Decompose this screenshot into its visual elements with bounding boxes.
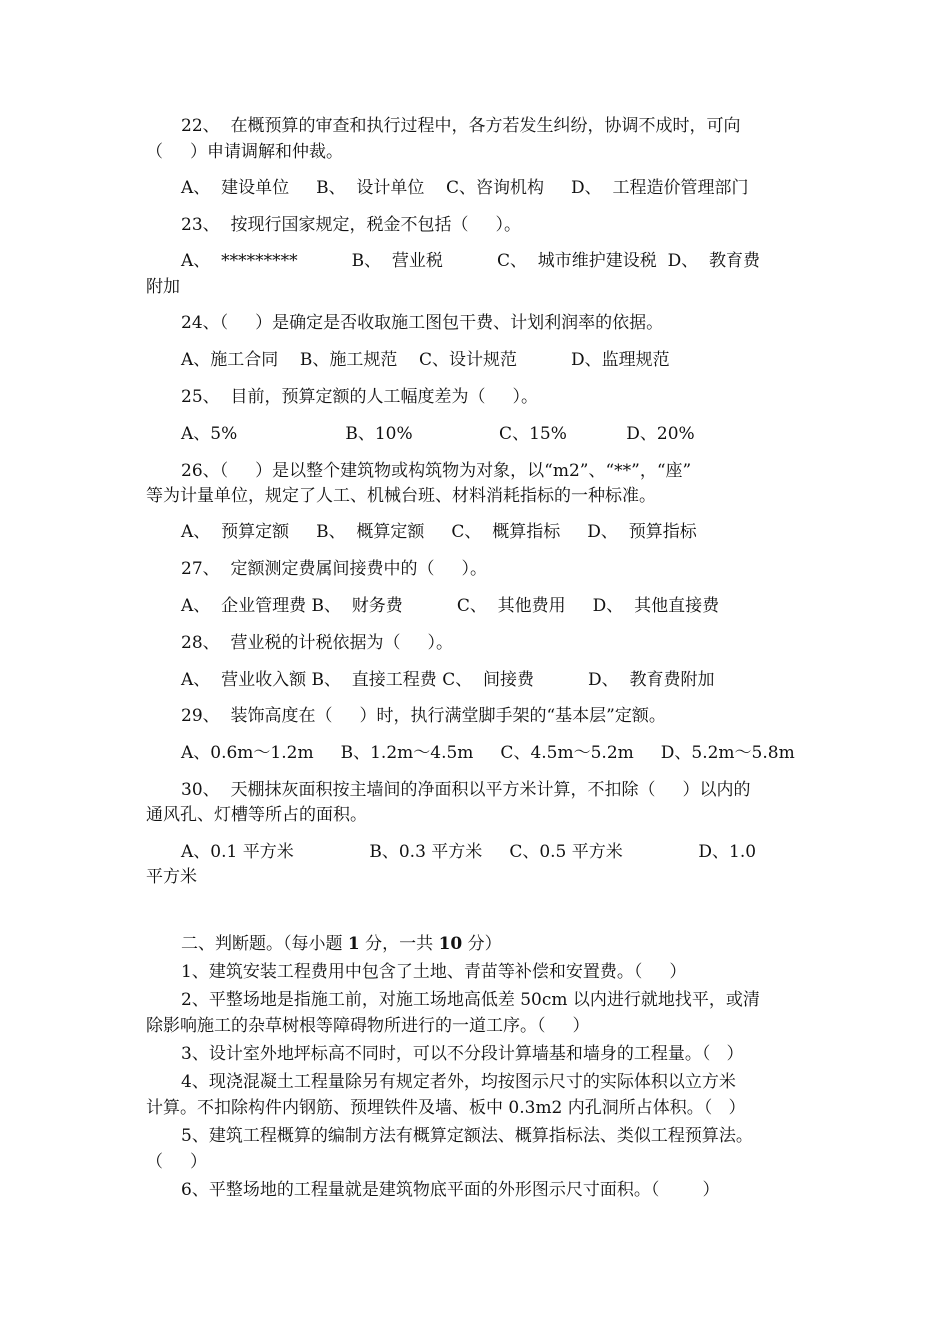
question-28-options: A、 营业收入额 B、 直接工程费 C、 间接费 D、 教育费附加 — [181, 670, 715, 690]
question-26-options: A、 预算定额 B、 概算定额 C、 概算指标 D、 预算指标 — [181, 522, 697, 542]
section-title-part: 二、判断题。（每小题 — [181, 934, 348, 954]
tf-question-5: 5、建筑工程概算的编制方法有概算定额法、概算指标法、类似工程预算法。 — [181, 1126, 753, 1146]
question-29-options: A、0.6m～1.2m B、1.2m～4.5m C、4.5m～5.2m D、5.2m～5.8m — [181, 743, 795, 763]
question-22-options: A、 建设单位 B、 设计单位 C、咨询机构 D、 工程造价管理部门 — [181, 178, 749, 198]
tf-question-4: 4、现浇混凝土工程量除另有规定者外，均按图示尺寸的实际体积以立方米 — [181, 1072, 736, 1092]
section-title-points-total: 10 — [438, 934, 463, 954]
question-27-text: 27、 定额测定费属间接费中的（ ）。 — [181, 559, 487, 579]
tf-question-1: 1、建筑安装工程费用中包含了土地、青苗等补偿和安置费。（ ） — [181, 962, 687, 982]
tf-question-2-cont: 除影响施工的杂草树根等障碍物所进行的一道工序。（ ） — [146, 1016, 590, 1036]
tf-question-5-cont: （ ） — [146, 1152, 208, 1172]
question-27-options: A、 企业管理费 B、 财务费 C、 其他费用 D、 其他直接费 — [181, 596, 720, 616]
question-23-options-cont: 附加 — [146, 277, 180, 297]
question-28-text: 28、 营业税的计税依据为（ ）。 — [181, 633, 453, 653]
section-title-part: 分） — [462, 934, 502, 954]
question-23-text: 23、 按现行国家规定，税金不包括（ ）。 — [181, 215, 521, 235]
question-30-text-cont: 通风孔、灯槽等所占的面积。 — [146, 805, 367, 825]
question-24-options: A、施工合同 B、施工规范 C、设计规范 D、监理规范 — [181, 350, 670, 370]
question-22-text-cont: （ ）申请调解和仲裁。 — [146, 142, 344, 162]
question-23-options: A、 ********* B、 营业税 C、 城市维护建设税 D、 教育费 — [181, 251, 761, 271]
question-22-text: 22、 在概预算的审查和执行过程中，各方若发生纠纷，协调不成时，可向 — [181, 116, 741, 136]
tf-question-2: 2、平整场地是指施工前，对施工场地高低差 50cm 以内进行就地找平，或清 — [181, 990, 760, 1010]
question-25-text: 25、 目前，预算定额的人工幅度差为（ ）。 — [181, 387, 538, 407]
section-title-part: 分，一共 — [359, 934, 439, 954]
question-30-options-cont: 平方米 — [146, 867, 197, 887]
question-26-text-cont: 等为计量单位，规定了人工、机械台班、材料消耗指标的一种标准。 — [146, 486, 656, 506]
section-true-false-title — [181, 932, 502, 956]
question-26-text: 26、（ ）是以整个建筑物或构筑物为对象，以“m2”、“**”，“座” — [181, 461, 692, 481]
tf-question-4-cont: 计算。不扣除构件内钢筋、预埋铁件及墙、板中 0.3m2 内孔洞所占体积。（ ） — [146, 1098, 746, 1118]
tf-question-3: 3、设计室外地坪标高不同时，可以不分段计算墙基和墙身的工程量。（ ） — [181, 1044, 744, 1064]
question-30-text: 30、 天棚抹灰面积按主墙间的净面积以平方米计算，不扣除（ ）以内的 — [181, 780, 751, 800]
question-25-options: A、5% B、10% C、15% D、20% — [181, 424, 695, 444]
question-30-options: A、0.1 平方米 B、0.3 平方米 C、0.5 平方米 D、1.0 — [181, 842, 757, 862]
section-title-points-each: 1 — [347, 934, 360, 954]
tf-question-6: 6、平整场地的工程量就是建筑物底平面的外形图示尺寸面积。（ ） — [181, 1180, 720, 1200]
question-29-text: 29、 装饰高度在（ ）时，执行满堂脚手架的“基本层”定额。 — [181, 706, 666, 726]
question-24-text: 24、（ ）是确定是否收取施工图包干费、计划利润率的依据。 — [181, 313, 664, 333]
